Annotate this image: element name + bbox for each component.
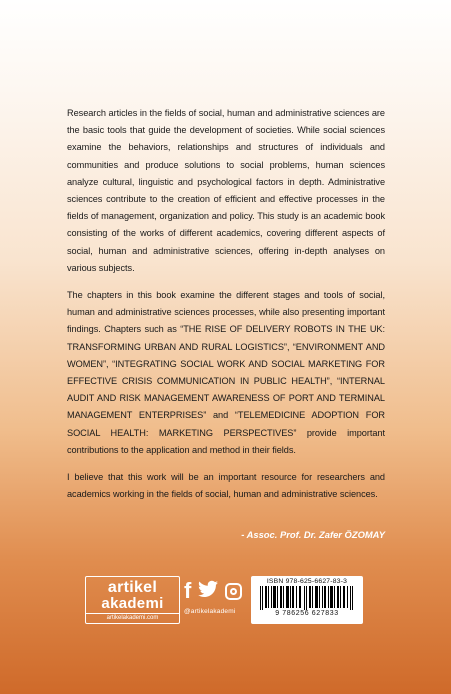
social-handle: @artikelakademi — [184, 608, 236, 615]
isbn-label: ISBN 978-625-6627-83-3 — [266, 578, 348, 585]
twitter-icon — [198, 580, 218, 603]
back-cover-text — [67, 105, 385, 513]
paragraph-intro: Research articles in the fields of social, human and administrative sciences are the basic tools that guide the development of societies. While social sciences examine the behaviors, relationships and structures of individuals and communities and produce solutions to social problems, human sciences analyze cultural, linguistic and psychological factors in depth. Administrative sciences contribute to the creation of efficient and effective processes in the fields of management, organization and policy. This study is an academic book consisting of the works of different academics, covering different aspects of social, human and administrative sciences, offering in-depth analyses on various subjects. — [67, 108, 385, 273]
publisher-url: artikelakademi.com — [86, 613, 179, 622]
logo-line1: artikel — [107, 579, 158, 596]
facebook-icon: f — [184, 578, 192, 603]
paragraph-chapters: The chapters in this book examine the different stages and tools of social, human and administrative sciences processes, while also presenting important findings. Chapters such as “THE RISE OF DELIVERY ROBOTS IN THE UK: TRANSFORMING URBAN AND RURAL LOGISTICS”, “ENVIRONMENT AND WOMEN”, “INTEGRATING SOCIAL WORK AND SOCIAL MARKETING FOR EFFECTIVE CRISIS COMMUNICATION IN PUBLIC HEALTH”, “INTERNAL AUDIT AND RISK MANAGEMENT AWARENESS OF PORT AND TERMINAL MANAGEMENT ENTERPRISES” and “TELEMEDICINE ADOPTION FOR SOCIAL HEALTH: MARKETING PERSPECTIVES” provide important contributions to the application and method in their fields. — [67, 290, 385, 455]
author-signature: - Assoc. Prof. Dr. Zafer ÖZOMAY — [241, 529, 385, 540]
paragraph-conclusion: I believe that this work will be an important resource for researchers and academics working in the fields of social, human and administrative sciences. — [67, 472, 385, 500]
isbn-barcode-box — [251, 576, 363, 624]
footer — [0, 576, 451, 626]
instagram-icon — [225, 583, 242, 600]
publisher-logo — [85, 576, 180, 624]
logo-line2: akademi — [101, 595, 164, 612]
social-links — [184, 578, 242, 622]
barcode-number: 9 786256 627833 — [275, 610, 339, 617]
barcode — [259, 586, 355, 610]
